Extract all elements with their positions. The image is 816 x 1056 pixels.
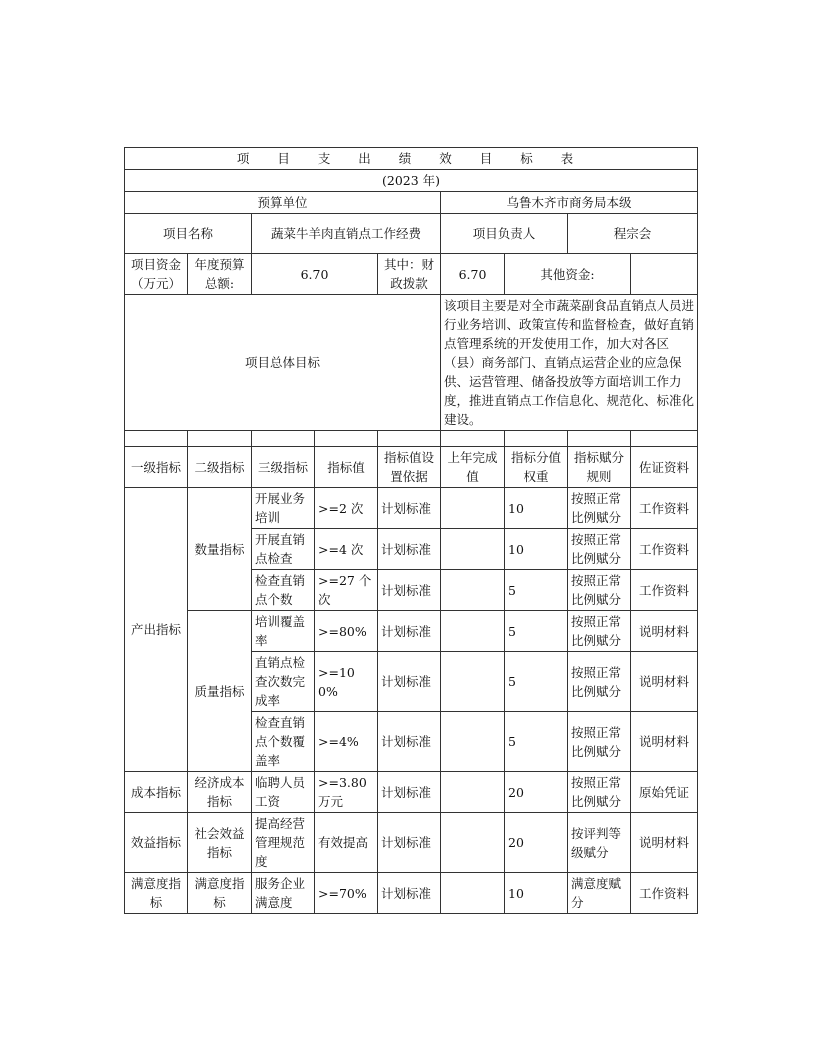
indicator-evidence: 原始凭证: [631, 772, 698, 813]
table-row: [125, 488, 698, 529]
project-funds-label: 项目资金（万元）: [125, 254, 188, 295]
indicator-basis: 计划标准: [378, 813, 441, 873]
indicator-prev: [441, 772, 505, 813]
col-header-value: 指标值: [315, 447, 378, 488]
indicator-prev: [441, 652, 505, 712]
group-output: 产出指标: [125, 488, 188, 772]
indicator-basis: 计划标准: [378, 772, 441, 813]
group-quantity: 数量指标: [188, 488, 252, 611]
indicator-rule: 按照正常比例赋分: [568, 488, 631, 529]
col-header-level2: 二级指标: [188, 447, 252, 488]
indicator-weight: 20: [505, 772, 568, 813]
indicator-rule: 按照正常比例赋分: [568, 529, 631, 570]
indicator-value: >=80%: [315, 611, 378, 652]
group-quality: 质量指标: [188, 611, 252, 772]
indicator-level2: 满意度指标: [188, 873, 252, 914]
table-title: 项 目 支 出 绩 效 目 标 表: [125, 148, 698, 170]
annual-budget-label: 年度预算总额:: [188, 254, 252, 295]
indicator-name: 提高经营管理规范度: [252, 813, 315, 873]
indicator-rule: 按照正常比例赋分: [568, 772, 631, 813]
indicator-basis: 计划标准: [378, 570, 441, 611]
col-header-evidence: 佐证资料: [631, 447, 698, 488]
group-satisfaction: 满意度指标: [125, 873, 188, 914]
indicator-weight: 20: [505, 813, 568, 873]
indicator-value: >=4%: [315, 712, 378, 772]
indicator-name: 直销点检查次数完成率: [252, 652, 315, 712]
indicator-name: 检查直销点个数覆盖率: [252, 712, 315, 772]
indicator-name: 服务企业满意度: [252, 873, 315, 914]
annual-budget-value: 6.70: [252, 254, 378, 295]
indicator-basis: 计划标准: [378, 652, 441, 712]
indicator-value: >=100%: [315, 652, 378, 712]
indicator-evidence: 说明材料: [631, 611, 698, 652]
indicator-prev: [441, 611, 505, 652]
indicator-rule: 按照正常比例赋分: [568, 712, 631, 772]
indicator-name: 检查直销点个数: [252, 570, 315, 611]
indicator-weight: 5: [505, 652, 568, 712]
indicator-basis: 计划标准: [378, 488, 441, 529]
project-manager-label: 项目负责人: [441, 214, 568, 254]
table-row: [125, 772, 698, 813]
project-name-label: 项目名称: [125, 214, 252, 254]
indicator-value: >=3.80 万元: [315, 772, 378, 813]
indicator-rule: 按照正常比例赋分: [568, 652, 631, 712]
indicator-name: 临聘人员工资: [252, 772, 315, 813]
col-header-basis: 指标值设置依据: [378, 447, 441, 488]
other-funds-label: 其他资金:: [505, 254, 631, 295]
group-benefit: 效益指标: [125, 813, 188, 873]
indicator-weight: 5: [505, 712, 568, 772]
indicator-evidence: 说明材料: [631, 652, 698, 712]
indicator-level2: 经济成本指标: [188, 772, 252, 813]
budget-unit-label: 预算单位: [125, 192, 441, 214]
spacer-row: [125, 431, 698, 447]
indicator-weight: 10: [505, 873, 568, 914]
fiscal-funds-value: 6.70: [441, 254, 505, 295]
indicator-prev: [441, 529, 505, 570]
budget-unit-value: 乌鲁木齐市商务局本级: [441, 192, 698, 214]
indicator-evidence: 工作资料: [631, 488, 698, 529]
other-funds-value: [631, 254, 698, 295]
indicator-basis: 计划标准: [378, 712, 441, 772]
indicator-weight: 10: [505, 529, 568, 570]
overall-goal-label: 项目总体目标: [125, 295, 441, 431]
indicator-value: 有效提高: [315, 813, 378, 873]
table-row: [125, 611, 698, 652]
indicator-value: >=4 次: [315, 529, 378, 570]
indicator-name: 培训覆盖率: [252, 611, 315, 652]
indicator-value: >=70%: [315, 873, 378, 914]
indicator-basis: 计划标准: [378, 529, 441, 570]
col-header-prev: 上年完成值: [441, 447, 505, 488]
indicator-weight: 5: [505, 570, 568, 611]
overall-goal-text: 该项目主要是对全市蔬菜副食品直销点人员进行业务培训、政策宣传和监督检查，做好直销点管理系统的开发使用工作，加大对各区（县）商务部门、直销点运营企业的应急保供、运营管理、储备投放等方面培训工作力度，推进直销点工作信息化、规范化、标准化建设。: [441, 295, 698, 431]
indicator-evidence: 工作资料: [631, 529, 698, 570]
indicator-prev: [441, 813, 505, 873]
indicator-weight: 10: [505, 488, 568, 529]
col-header-weight: 指标分值权重: [505, 447, 568, 488]
performance-table: [124, 147, 698, 914]
table-year: (2023 年): [125, 170, 698, 192]
fiscal-funds-label: 其中：财政拨款: [378, 254, 441, 295]
indicator-evidence: 说明材料: [631, 813, 698, 873]
indicator-rule: 满意度赋分: [568, 873, 631, 914]
indicator-basis: 计划标准: [378, 873, 441, 914]
indicator-weight: 5: [505, 611, 568, 652]
col-header-level1: 一级指标: [125, 447, 188, 488]
indicator-prev: [441, 570, 505, 611]
indicator-rule: 按照正常比例赋分: [568, 611, 631, 652]
indicator-rule: 按评判等级赋分: [568, 813, 631, 873]
indicator-value: >=27 个次: [315, 570, 378, 611]
indicator-evidence: 说明材料: [631, 712, 698, 772]
indicator-rule: 按照正常比例赋分: [568, 570, 631, 611]
col-header-level3: 三级指标: [252, 447, 315, 488]
indicator-value: >=2 次: [315, 488, 378, 529]
indicator-name: 开展直销点检查: [252, 529, 315, 570]
indicator-evidence: 工作资料: [631, 873, 698, 914]
project-manager-value: 程宗会: [568, 214, 698, 254]
indicator-name: 开展业务培训: [252, 488, 315, 529]
indicator-level2: 社会效益指标: [188, 813, 252, 873]
table-row: [125, 813, 698, 873]
indicator-basis: 计划标准: [378, 611, 441, 652]
indicator-prev: [441, 488, 505, 529]
indicator-prev: [441, 712, 505, 772]
group-cost: 成本指标: [125, 772, 188, 813]
header-row: [125, 447, 698, 488]
indicator-prev: [441, 873, 505, 914]
col-header-rule: 指标赋分规则: [568, 447, 631, 488]
indicator-evidence: 工作资料: [631, 570, 698, 611]
table-row: [125, 873, 698, 914]
project-name-value: 蔬菜牛羊肉直销点工作经费: [252, 214, 441, 254]
